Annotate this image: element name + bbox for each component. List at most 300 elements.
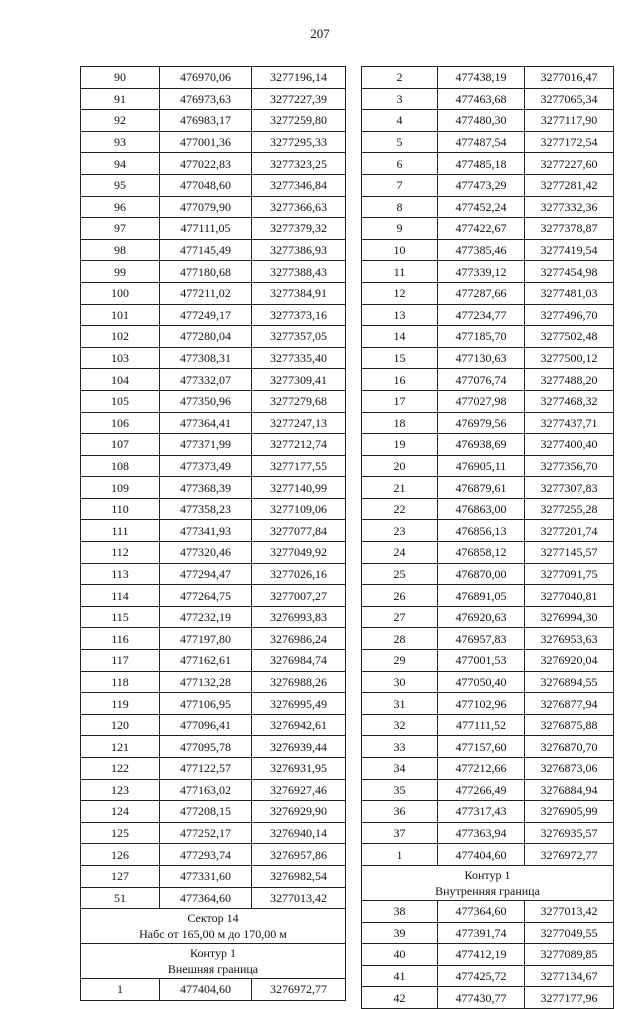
x-coordinate-cell: 476979,56 [438,412,525,434]
x-coordinate-cell: 476856,13 [438,520,525,542]
y-coordinate-cell: 3276957,86 [252,844,346,866]
x-coordinate-cell: 477095,78 [160,736,252,758]
point-number-cell: 95 [81,174,160,196]
x-coordinate-cell: 476983,17 [160,110,252,132]
x-coordinate-cell: 477293,74 [160,844,252,866]
y-coordinate-cell: 3276884,94 [525,779,614,801]
y-coordinate-cell: 3277356,70 [525,455,614,477]
point-number-cell: 42 [362,987,438,1009]
x-coordinate-cell: 477404,60 [160,979,252,1001]
table-row [81,131,346,153]
x-coordinate-cell: 477308,31 [160,347,252,369]
y-coordinate-cell: 3277091,75 [525,563,614,585]
x-coordinate-cell: 477212,66 [438,758,525,780]
x-coordinate-cell: 477341,93 [160,520,252,542]
x-coordinate-cell: 477106,95 [160,693,252,715]
point-number-cell: 1 [81,979,160,1001]
y-coordinate-cell: 3277309,41 [252,369,346,391]
y-coordinate-cell: 3277177,55 [252,455,346,477]
x-coordinate-cell: 477180,68 [160,261,252,283]
y-coordinate-cell: 3277013,42 [252,887,346,909]
table-row [81,650,346,672]
y-coordinate-cell: 3277379,32 [252,218,346,240]
table-row [81,434,346,456]
point-number-cell: 124 [81,801,160,823]
contour-title: Контур 1 [190,946,236,961]
y-coordinate-cell: 3277386,93 [252,239,346,261]
table-row [362,965,614,987]
table-row [81,979,346,1001]
x-coordinate-cell: 477252,17 [160,822,252,844]
point-number-cell: 126 [81,844,160,866]
x-coordinate-cell: 477163,02 [160,779,252,801]
y-coordinate-cell: 3276942,61 [252,714,346,736]
y-coordinate-cell: 3277373,16 [252,304,346,326]
table-row [81,67,346,89]
table-row [362,987,614,1009]
y-coordinate-cell: 3277259,80 [252,110,346,132]
table-row [362,239,614,261]
point-number-cell: 24 [362,542,438,564]
table-row [362,922,614,944]
table-row [362,779,614,801]
y-coordinate-cell: 3277117,90 [525,110,614,132]
table-row [81,304,346,326]
point-number-cell: 25 [362,563,438,585]
table-row [362,563,614,585]
table-row [81,606,346,628]
contour-header-cell [81,944,346,979]
y-coordinate-cell: 3276995,49 [252,693,346,715]
x-coordinate-cell: 477332,07 [160,369,252,391]
y-coordinate-cell: 3277496,70 [525,304,614,326]
table-row [362,110,614,132]
left-table-contour-points [81,979,346,1001]
table-row [362,542,614,564]
point-number-cell: 107 [81,434,160,456]
point-number-cell: 16 [362,369,438,391]
x-coordinate-cell: 477487,54 [438,131,525,153]
table-row [81,865,346,887]
x-coordinate-cell: 477102,96 [438,693,525,715]
point-number-cell: 41 [362,965,438,987]
y-coordinate-cell: 3277388,43 [252,261,346,283]
point-number-cell: 1 [362,844,438,866]
x-coordinate-cell: 477162,61 [160,650,252,672]
point-number-cell: 109 [81,477,160,499]
table-row [81,758,346,780]
y-coordinate-cell: 3277346,84 [252,174,346,196]
table-row [362,758,614,780]
x-coordinate-cell: 477111,52 [438,714,525,736]
x-coordinate-cell: 477339,12 [438,261,525,283]
y-coordinate-cell: 3276929,90 [252,801,346,823]
point-number-cell: 39 [362,922,438,944]
y-coordinate-cell: 3276953,63 [525,628,614,650]
x-coordinate-cell: 477368,39 [160,477,252,499]
point-number-cell: 4 [362,110,438,132]
table-row [362,736,614,758]
table-row [362,153,614,175]
point-number-cell: 94 [81,153,160,175]
point-number-cell: 100 [81,282,160,304]
table-row [362,261,614,283]
point-number-cell: 97 [81,218,160,240]
table-row [81,88,346,110]
x-coordinate-cell: 477485,18 [438,153,525,175]
x-coordinate-cell: 477208,15 [160,801,252,823]
point-number-cell: 13 [362,304,438,326]
point-number-cell: 6 [362,153,438,175]
table-row [81,239,346,261]
table-row [81,110,346,132]
point-number-cell: 117 [81,650,160,672]
x-coordinate-cell: 477422,67 [438,218,525,240]
table-row [81,887,346,909]
y-coordinate-cell: 3276931,95 [252,758,346,780]
y-coordinate-cell: 3277481,03 [525,282,614,304]
x-coordinate-cell: 477412,19 [438,944,525,966]
table-row [362,347,614,369]
x-coordinate-cell: 477027,98 [438,390,525,412]
table-row [81,585,346,607]
table-row [81,477,346,499]
table-row [81,174,346,196]
point-number-cell: 3 [362,88,438,110]
y-coordinate-cell: 3276935,57 [525,822,614,844]
y-coordinate-cell: 3277201,74 [525,520,614,542]
point-number-cell: 14 [362,326,438,348]
point-number-cell: 112 [81,542,160,564]
point-number-cell: 23 [362,520,438,542]
table-row [81,628,346,650]
y-coordinate-cell: 3277384,91 [252,282,346,304]
y-coordinate-cell: 3277419,54 [525,239,614,261]
contour-subtitle: Внешняя граница [167,962,259,977]
y-coordinate-cell: 3277196,14 [252,67,346,89]
table-row [362,844,614,866]
x-coordinate-cell: 477364,60 [160,887,252,909]
y-coordinate-cell: 3277065,34 [525,88,614,110]
y-coordinate-cell: 3277378,87 [525,218,614,240]
table-row [362,900,614,922]
point-number-cell: 17 [362,390,438,412]
table-row [362,88,614,110]
table-row [362,369,614,391]
y-coordinate-cell: 3277077,84 [252,520,346,542]
table-row [81,326,346,348]
x-coordinate-cell: 477391,74 [438,922,525,944]
coordinates-table-left [80,66,346,1001]
y-coordinate-cell: 3277049,92 [252,542,346,564]
point-number-cell: 15 [362,347,438,369]
x-coordinate-cell: 477079,90 [160,196,252,218]
x-coordinate-cell: 477001,36 [160,131,252,153]
x-coordinate-cell: 477425,72 [438,965,525,987]
table-row [362,477,614,499]
point-number-cell: 5 [362,131,438,153]
y-coordinate-cell: 3276875,88 [525,714,614,736]
x-coordinate-cell: 477473,29 [438,174,525,196]
x-coordinate-cell: 477404,60 [438,844,525,866]
x-coordinate-cell: 477463,68 [438,88,525,110]
point-number-cell: 21 [362,477,438,499]
x-coordinate-cell: 476973,63 [160,88,252,110]
y-coordinate-cell: 3276940,14 [252,822,346,844]
x-coordinate-cell: 477132,28 [160,671,252,693]
y-coordinate-cell: 3277502,48 [525,326,614,348]
y-coordinate-cell: 3277500,12 [525,347,614,369]
page-number: 207 [310,26,330,41]
point-number-cell: 93 [81,131,160,153]
table-row [81,455,346,477]
y-coordinate-cell: 3277366,63 [252,196,346,218]
x-coordinate-cell: 477111,05 [160,218,252,240]
point-number-cell: 35 [362,779,438,801]
y-coordinate-cell: 3276927,46 [252,779,346,801]
point-number-cell: 51 [81,887,160,909]
x-coordinate-cell: 477331,60 [160,865,252,887]
table-row [81,282,346,304]
x-coordinate-cell: 477287,66 [438,282,525,304]
y-coordinate-cell: 3276993,83 [252,606,346,628]
x-coordinate-cell: 476870,00 [438,563,525,585]
x-coordinate-cell: 477294,47 [160,563,252,585]
y-coordinate-cell: 3277049,55 [525,922,614,944]
point-number-cell: 92 [81,110,160,132]
table-row [81,153,346,175]
point-number-cell: 22 [362,498,438,520]
y-coordinate-cell: 3276894,55 [525,671,614,693]
table-row [362,944,614,966]
point-number-cell: 91 [81,88,160,110]
y-coordinate-cell: 3277332,36 [525,196,614,218]
x-coordinate-cell: 477280,04 [160,326,252,348]
point-number-cell: 110 [81,498,160,520]
right-table-points [362,67,614,866]
x-coordinate-cell: 476938,69 [438,434,525,456]
table-row [362,606,614,628]
x-coordinate-cell: 477050,40 [438,671,525,693]
x-coordinate-cell: 477096,41 [160,714,252,736]
point-number-cell: 34 [362,758,438,780]
y-coordinate-cell: 3277357,05 [252,326,346,348]
y-coordinate-cell: 3277307,83 [525,477,614,499]
y-coordinate-cell: 3277255,28 [525,498,614,520]
y-coordinate-cell: 3277468,32 [525,390,614,412]
table-row [362,693,614,715]
table-row [362,455,614,477]
table-row [362,714,614,736]
y-coordinate-cell: 3276873,06 [525,758,614,780]
point-number-cell: 111 [81,520,160,542]
x-coordinate-cell: 477480,30 [438,110,525,132]
y-coordinate-cell: 3276984,74 [252,650,346,672]
table-row [81,412,346,434]
table-row [81,196,346,218]
x-coordinate-cell: 476970,06 [160,67,252,89]
inner-contour-header [362,865,614,900]
x-coordinate-cell: 477438,19 [438,67,525,89]
sector-title: Сектор 14 [187,911,239,926]
table-row [362,520,614,542]
x-coordinate-cell: 477264,75 [160,585,252,607]
table-row [362,218,614,240]
point-number-cell: 30 [362,671,438,693]
y-coordinate-cell: 3277109,06 [252,498,346,520]
y-coordinate-cell: 3277026,16 [252,563,346,585]
table-row [362,304,614,326]
x-coordinate-cell: 476891,05 [438,585,525,607]
x-coordinate-cell: 476905,11 [438,455,525,477]
table-row [362,326,614,348]
x-coordinate-cell: 477234,77 [438,304,525,326]
contour-header-cell [362,865,614,900]
y-coordinate-cell: 3277227,60 [525,153,614,175]
point-number-cell: 10 [362,239,438,261]
y-coordinate-cell: 3277140,99 [252,477,346,499]
left-table-points [81,67,346,909]
point-number-cell: 2 [362,67,438,89]
table-row [81,822,346,844]
table-row [81,779,346,801]
table-row [81,801,346,823]
point-number-cell: 105 [81,390,160,412]
point-number-cell: 108 [81,455,160,477]
point-number-cell: 31 [362,693,438,715]
table-row [81,844,346,866]
point-number-cell: 28 [362,628,438,650]
table-row [81,520,346,542]
contour-subtitle: Внутренняя граница [435,883,540,898]
contour-title: Контур 1 [464,867,511,882]
point-number-cell: 37 [362,822,438,844]
table-row [362,822,614,844]
point-number-cell: 29 [362,650,438,672]
table-row [81,498,346,520]
point-number-cell: 113 [81,563,160,585]
point-number-cell: 98 [81,239,160,261]
y-coordinate-cell: 3277016,47 [525,67,614,89]
point-number-cell: 118 [81,671,160,693]
y-coordinate-cell: 3277454,98 [525,261,614,283]
table-row [81,714,346,736]
x-coordinate-cell: 477371,99 [160,434,252,456]
x-coordinate-cell: 476920,63 [438,606,525,628]
table-row [81,390,346,412]
y-coordinate-cell: 3277323,25 [252,153,346,175]
table-row [362,131,614,153]
x-coordinate-cell: 476858,12 [438,542,525,564]
point-number-cell: 19 [362,434,438,456]
table-row [362,498,614,520]
x-coordinate-cell: 477266,49 [438,779,525,801]
sector-header-row [81,909,346,944]
table-row [362,174,614,196]
y-coordinate-cell: 3276988,26 [252,671,346,693]
y-coordinate-cell: 3276972,77 [525,844,614,866]
point-number-cell: 40 [362,944,438,966]
contour-header-row [362,865,614,900]
x-coordinate-cell: 477364,41 [160,412,252,434]
point-number-cell: 114 [81,585,160,607]
table-row [81,736,346,758]
point-number-cell: 102 [81,326,160,348]
y-coordinate-cell: 3277400,40 [525,434,614,456]
x-coordinate-cell: 477157,60 [438,736,525,758]
table-row [81,369,346,391]
y-coordinate-cell: 3277281,42 [525,174,614,196]
table-row [362,390,614,412]
y-coordinate-cell: 3276905,99 [525,801,614,823]
point-number-cell: 104 [81,369,160,391]
point-number-cell: 90 [81,67,160,89]
table-row [81,563,346,585]
table-row [81,218,346,240]
point-number-cell: 18 [362,412,438,434]
y-coordinate-cell: 3276972,77 [252,979,346,1001]
y-coordinate-cell: 3277177,96 [525,987,614,1009]
point-number-cell: 8 [362,196,438,218]
y-coordinate-cell: 3277295,33 [252,131,346,153]
point-number-cell: 38 [362,900,438,922]
table-row [362,434,614,456]
x-coordinate-cell: 477452,24 [438,196,525,218]
y-coordinate-cell: 3276920,04 [525,650,614,672]
point-number-cell: 106 [81,412,160,434]
x-coordinate-cell: 477364,60 [438,900,525,922]
point-number-cell: 123 [81,779,160,801]
x-coordinate-cell: 477048,60 [160,174,252,196]
point-number-cell: 121 [81,736,160,758]
y-coordinate-cell: 3277013,42 [525,900,614,922]
x-coordinate-cell: 477232,19 [160,606,252,628]
x-coordinate-cell: 477373,49 [160,455,252,477]
contour-header-row [81,944,346,979]
x-coordinate-cell: 477022,83 [160,153,252,175]
y-coordinate-cell: 3276870,70 [525,736,614,758]
x-coordinate-cell: 477350,96 [160,390,252,412]
x-coordinate-cell: 477197,80 [160,628,252,650]
y-coordinate-cell: 3277145,57 [525,542,614,564]
point-number-cell: 20 [362,455,438,477]
y-coordinate-cell: 3276982,54 [252,865,346,887]
point-number-cell: 9 [362,218,438,240]
table-row [362,650,614,672]
point-number-cell: 27 [362,606,438,628]
sector-subtitle: Набс от 165,00 м до 170,00 м [139,927,287,942]
table-row [362,282,614,304]
x-coordinate-cell: 477130,63 [438,347,525,369]
table-row [362,67,614,89]
table-row [81,542,346,564]
x-coordinate-cell: 476863,00 [438,498,525,520]
x-coordinate-cell: 477185,70 [438,326,525,348]
y-coordinate-cell: 3277007,27 [252,585,346,607]
point-number-cell: 7 [362,174,438,196]
x-coordinate-cell: 477211,02 [160,282,252,304]
x-coordinate-cell: 477076,74 [438,369,525,391]
y-coordinate-cell: 3277089,85 [525,944,614,966]
y-coordinate-cell: 3277172,54 [525,131,614,153]
table-row [362,671,614,693]
y-coordinate-cell: 3276939,44 [252,736,346,758]
table-row [362,628,614,650]
point-number-cell: 122 [81,758,160,780]
x-coordinate-cell: 477122,57 [160,758,252,780]
point-number-cell: 125 [81,822,160,844]
x-coordinate-cell: 476879,61 [438,477,525,499]
